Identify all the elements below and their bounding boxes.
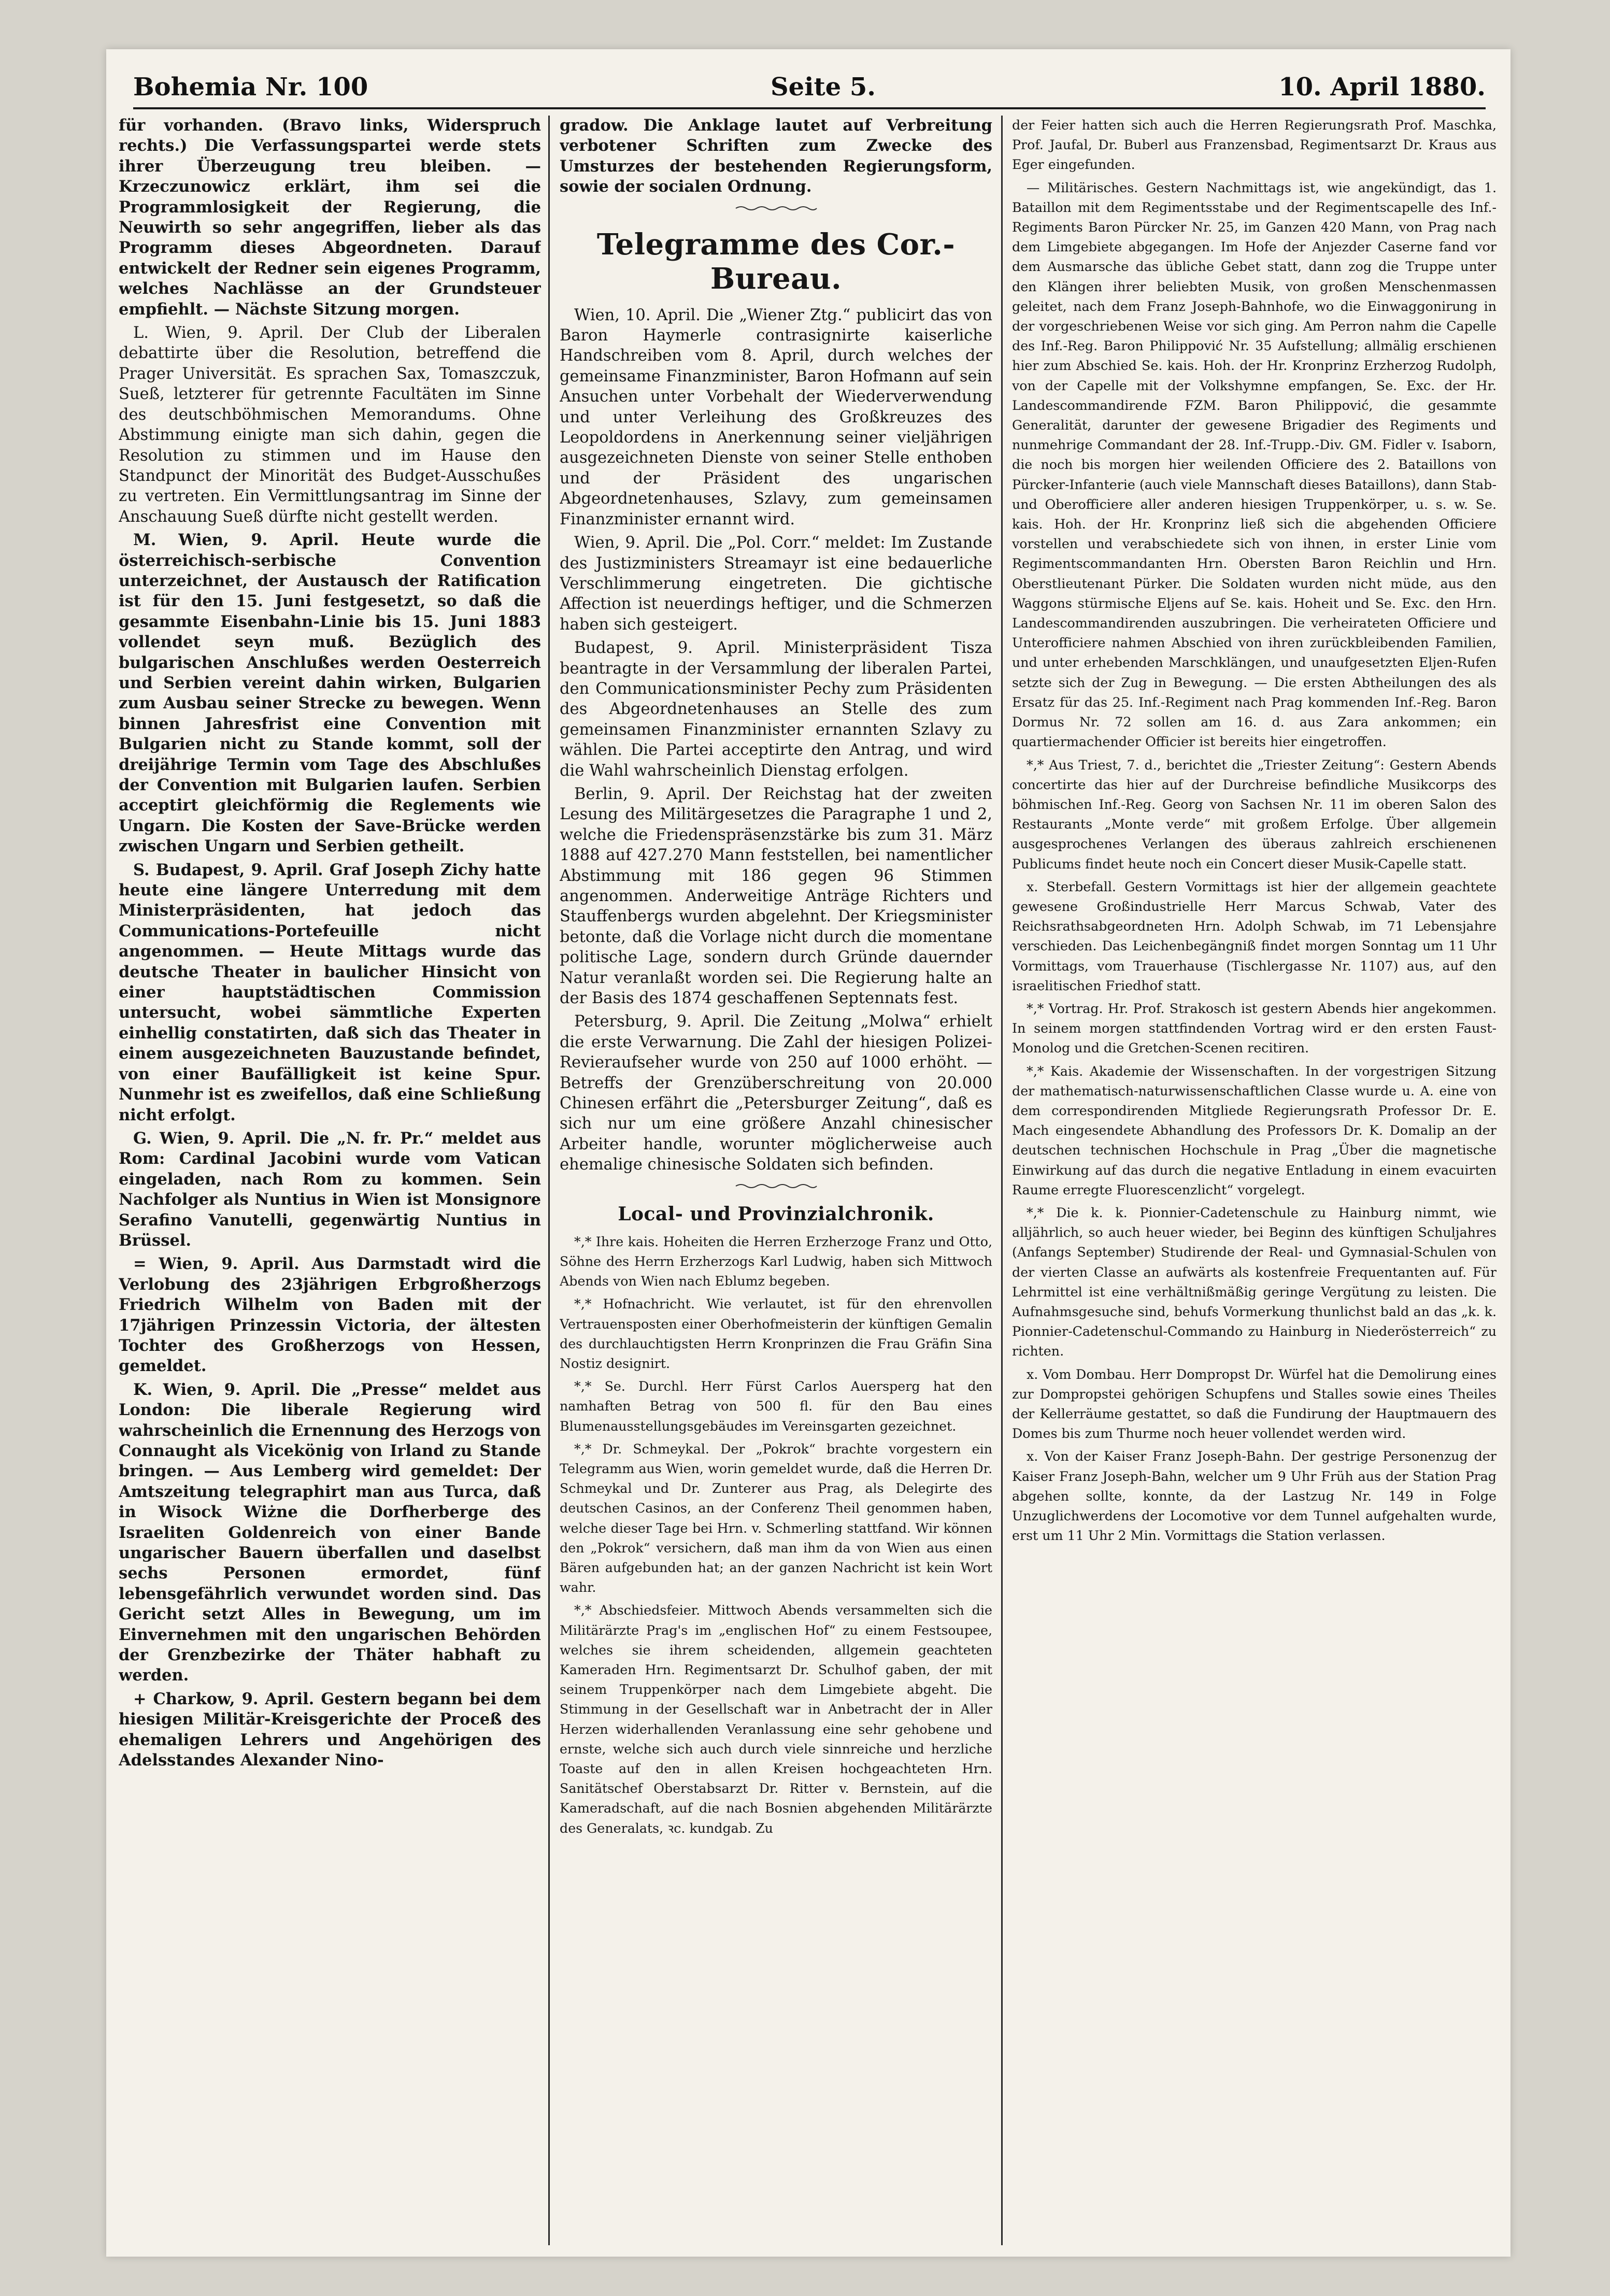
column-1 <box>119 116 541 2245</box>
column-divider <box>548 116 550 2245</box>
telegram-petersburg: Petersburg, 9. April. Die Zeitung „Molwa“ erhielt die erste Verwarnung. Die Zahl der hiesigen Polizei-Revieraufseher wurde von 250 auf 1000 erhöht. — Betreffs der Grenzüberschreitung von 20.000 Chinesen erfährt die „Petersburger Zeitung“, daß es sich nur um eine größere Anzahl chinesischer Arbeiter handle, worunter möglicherweise auch ehemalige chinesische Soldaten sich befinden. <box>560 1012 992 1174</box>
issue-date: 10. April 1880. <box>1278 73 1486 102</box>
local-item-continuation: der Feier hatten sich auch die Herren Regierungsrath Prof. Maschka, Prof. Jaufal, Dr. Buberl aus Franzensbad, Regimentsarzt Dr. Kraus aus Eger eingefunden. <box>1012 118 1497 173</box>
column-3 <box>1012 116 1497 2245</box>
news-item-wien-serbian-convention: M. Wien, 9. April. Heute wurde die österreichisch-serbische Convention unterzeichnet, der Austausch der Ratification ist für den 15. Juni festgesetzt, so daß die gesammte Eisenbahn-Linie bis 15. Juni 1883 vollendet seyn muß. Bezüglich des bulgarischen Anschlußes werden Oesterreich und Serbien vereint dahin wirken, Bulgarien zum Ausbau seiner Strecke zu bewegen. Wenn binnen Jahresfrist eine Convention mit Bulgarien nicht zu Stande kommt, soll der dreijährige Termin vom Tage des Abschlußes der Convention mit Bulgarien laufen. Serbien acceptirt gleichförmig die Reglements wie Ungarn. Die Kosten der Save-Brücke werden zwischen Ungarn und Serbien getheilt. <box>119 531 541 856</box>
news-item-wien-presse: K. Wien, 9. April. Die „Presse“ meldet aus London: Die liberale Regierung wird wahrscheinlich die Ernennung des Herzogs von Connaught als Vicekönig von Irland zu Stande bringen. — Aus Lemberg wird gemeldet: Der Amtszeitung telegraphirt man aus Turca, daß in Wisock Wiżne die Dorfherberge des Israeliten Goldenreich von einer Bande ungarischer Bauern überfallen und daselbst sechs Personen ermordet, fünf lebensgefährlich verwundet worden sind. Das Gericht setzt Alles in Bewegung, um im Einvernehmen mit den ungarischen Behörden der Grenzbezirke der Thäter habhaft zu werden. <box>119 1380 541 1685</box>
article-paragraph: gradow. Die Anklage lautet auf Verbreitung verbotener Schriften zum Zwecke des Umsturzes der bestehenden Regierungsform, sowie der socialen Ordnung. <box>560 116 992 196</box>
telegram-wien-streamayr: Wien, 9. April. Die „Pol. Corr.“ meldet: Im Zustande des Justizministers Streamayr ist eine bedauerliche Verschlimmerung eingetreten. Die gichtische Affection ist neuerdings heftiger, und die Schmerzen haben sich gesteigert. <box>560 534 992 634</box>
local-item-triest: *‚* Aus Triest, 7. d., berichtet die „Triester Zeitung“: Gestern Abends concertirte das hier auf der Durchreise befindliche Musikcorps des böhmischen Inf.-Reg. Georg von Sachsen Nr. 11 im oberen Salon des Restaurants „Monte verde“ mit großem Erfolge. Über allgemein ausgesprochenes Verlangen des überaus zahlreich erschienenen Publicums findet heute noch ein Concert dieser Musik-Capelle statt. <box>1012 757 1497 872</box>
telegram-berlin-reichstag: Berlin, 9. April. Der Reichstag hat der zweiten Lesung des Militärgesetzes die Paragraphe 1 und 2, welche die Friedenspräsenzstärke bis zum 31. März 1888 auf 427.270 Mann feststellen, bei namentlicher Abstimmung mit 186 gegen 96 Stimmen angenommen. Anderweitige Anträge Richters und Stauffenbergs wurden abgelehnt. Der Kriegsminister betonte, daß die Vorlage nicht durch die momentane politische Lage, sondern durch Gründe dauernder Natur veranlaßt worden sei. Die Regierung halte an der Basis des 1874 geschaffenen Septennats fest. <box>560 785 992 1008</box>
column-2 <box>560 116 992 2245</box>
local-item-archdukes: *‚* Ihre kais. Hoheiten die Herren Erzherzoge Franz und Otto, Söhne des Herrn Erzherzogs Karl Ludwig, haben sich Mittwoch Abends von Wien nach Eblumz begeben. <box>560 1234 992 1289</box>
page-number: Seite 5. <box>771 73 876 102</box>
masthead-title: Bohemia Nr. 100 <box>133 73 368 102</box>
local-item-farewell: *‚* Abschiedsfeier. Mittwoch Abends versammelten sich die Militärärzte Prag's im „englischen Hof“ zu einem Festsoupee, welches sie ihrem scheidenden, allgemein geachteten Kameraden Hrn. Regimentsarzt Dr. Schulhof gaben, der mit seinem Truppenkörper nach dem Limgebiete abgeht. Die Stimmung in der Gesellschaft war in Anbetracht der in Aller Herzen widerhallenden Veranlassung eine sehr gehobene und ernste, welche sich auch durch viele sinnreiche und herzliche Toaste auf den in allen Kreisen hochgeachteten Hrn. Sanitätschef Oberstabsarzt Dr. Ritter v. Bernstein, auf die Kameradschaft, auf die nach Bosnien abgehenden Militärärzte des Generalats, ꝛc. kundgab. Zu <box>560 1603 992 1836</box>
article-paragraph: für vorhanden. (Bravo links, Widerspruch rechts.) Die Verfassungspartei werde stets ihrer Überzeugung treu bleiben. — Krzeczunowicz erklärt, ihm sei die Programmlosigkeit der Regierung, die Neuwirth so sehr angegriffen, lieber als das Programm dieses Abgeordneten. Darauf entwickelt der Redner sein eigenes Programm, welches Nachlässe an der Grundsteuer empfiehlt. — Nächste Sitzung morgen. <box>119 116 541 319</box>
local-item-death: x. Sterbefall. Gestern Vormittags ist hier der allgemein geachtete gewesene Großindustrielle Herr Marcus Schwab, Vater des Reichsrathsabgeordneten Hrn. Adolph Schwab, im 71 Lebensjahre verschieden. Das Leichenbegängniß findet morgen Sonntag um 11 Uhr Vormittags, vom Trauerhause (Tischlergasse Nr. 1107) aus, auf den israelitischen Friedhof statt. <box>1012 879 1497 993</box>
header-rule <box>133 107 1486 109</box>
local-item-schmeykal: *‚* Dr. Schmeykal. Der „Pokrok“ brachte vorgestern ein Telegramm aus Wien, worin gemeldet wurde, daß die Herren Dr. Schmeykal und Dr. Zunterer aus Prag, als Delegirte des deutschen Casinos, an der Conferenz Theil genommen haben, welche dieser Tage bei Hrn. v. Schmerling stattfand. Wir können den „Pokrok“ versichern, daß man ihm da von Wien aus einen Bären aufgebunden hat; an der ganzen Nachricht ist kein Wort wahr. <box>560 1441 992 1595</box>
telegram-budapest-tisza: Budapest, 9. April. Ministerpräsident Tisza beantragte in der Versammlung der liberalen Partei, den Communicationsminister Pechy zum Präsidenten des Abgeordnetenhauses an Stelle des zum gemeinsamen Finanzminister ernannten Szlavy zu wählen. Die Partei acceptirte den Antrag, und wird die Wahl wahrscheinlich Dienstag erfolgen. <box>560 639 992 780</box>
news-item-wien-nuntius: G. Wien, 9. April. Die „N. fr. Pr.“ meldet aus Rom: Cardinal Jacobini wurde vom Vatican eingeladen, nach Rom zu kommen. Sein Nachfolger als Nuntius in Wien ist Monsignore Serafino Vanutelli, gegenwärtig Nuntius in Brüssel. <box>119 1129 541 1250</box>
section-heading-telegrams: Telegramme des Cor.-Bureau. <box>596 227 956 296</box>
local-item-court-news: *‚* Hofnachricht. Wie verlautet, ist für den ehrenvollen Vertrauensposten einer Oberhofmeisterin der künftigen Gemalin des durchlauchtigsten Herrn Kronprinzen die Frau Gräfin Sina Nostiz designirt. <box>560 1296 992 1371</box>
section-ornament <box>735 1182 818 1190</box>
local-item-academy: *‚* Kais. Akademie der Wissenschaften. In der vorgestrigen Sitzung der mathematisch-naturwissenschaftlichen Classe wurde u. A. eine von dem correspondirenden Mitgliede Regierungsrath Professor Dr. E. Mach eingesendete Abhandlung des Professors Dr. K. Domalip an der deutschen technischen Hochschule in Prag „Über die magnetische Einwirkung auf das durch die negative Entladung in einem evacuirten Raume erregte Fluorescenzlicht“ vorgelegt. <box>1012 1063 1497 1197</box>
news-item-budapest-zichy: S. Budapest, 9. April. Graf Joseph Zichy hatte heute eine längere Unterredung mit dem Ministerpräsidenten, hat jedoch das Communications-Portefeuille nicht angenommen. — Heute Mittags wurde das deutsche Theater in baulicher Hinsicht von einer hauptstädtischen Commission untersucht, wobei sämmtliche Experten einhellig constatirten, daß sich das Theater in einem ausgezeichneten Bauzustande befindet, von einer Baufälligkeit ist keine Spur. Nunmehr ist es zweifellos, daß eine Schließung nicht erfolgt. <box>119 860 541 1124</box>
column-divider <box>1001 116 1003 2245</box>
news-item-charkow: + Charkow, 9. April. Gestern begann bei dem hiesigen Militär-Kreisgerichte der Proceß des ehemaligen Lehrers und Angehörigen des Adelsstandes Alexander Nino- <box>119 1689 541 1770</box>
page-header <box>133 62 1486 109</box>
news-item-wien-engagement: = Wien, 9. April. Aus Darmstadt wird die Verlobung des 23jährigen Erbgroßherzogs Friedrich Wilhelm von Baden mit der 17jährigen Prinzessin Victoria, der ältesten Tochter des Großherzogs von Hessen, gemeldet. <box>119 1254 541 1376</box>
newspaper-page <box>106 49 1511 2257</box>
local-item-pioneer-school: *‚* Die k. k. Pionnier-Cadetenschule zu Hainburg nimmt, wie alljährlich, so auch heuer wieder, bei Beginn des künftigen Schuljahres (Anfangs September) Studirende der Real- und Gymnasial-Schulen von der vierten Classe an aufwärts als kostenfreie Frequentanten auf. Für Lehrmittel ist eine verhältnißmäßig geringe Vergütung zu leisten. Die Aufnahmsgesuche sind, behufs Vormerkung thunlichst bald an das „k. k. Pionnier-Cadetenschul-Commando zu Hainburg in Niederösterreich“ zu richten. <box>1012 1205 1497 1359</box>
local-item-lecture: *‚* Vortrag. Hr. Prof. Strakosch ist gestern Abends hier angekommen. In seinem morgen stattfindenden Vortrag wird er den ersten Faust-Monolog und die Gretchen-Scenen recitiren. <box>1012 1001 1497 1056</box>
section-ornament <box>735 205 818 212</box>
local-item-auersperg: *‚* Se. Durchl. Herr Fürst Carlos Auersperg hat den namhaften Betrag von 500 fl. für den Bau eines Blumenausstellungsgebäudes im Vereinsgarten gezeichnet. <box>560 1379 992 1434</box>
news-item-wien-liberal-club: L. Wien, 9. April. Der Club der Liberalen debattirte über die Resolution, betreffend die Prager Universität. Es sprachen Sax, Tomaszczuk, Sueß, letzterer für getrennte Facultäten im Sinne des deutschböhmischen Memorandums. Ohne Abstimmung einigte man sich dahin, gegen die Resolution zu stimmen und im Hause den Standpunct der Minorität des Budget-Ausschußes zu vertreten. Ein Vermittlungsantrag im Sinne der Anschauung Sueß dürfte nicht gestellt werden. <box>119 324 541 526</box>
section-heading-local-chronicle: Local- und Provinzialchronik. <box>618 1203 934 1225</box>
telegram-wien-haymerle: Wien, 10. April. Die „Wiener Ztg.“ publicirt das von Baron Haymerle contrasignirte kaiserliche Handschreiben vom 8. April, durch welches der gemeinsame Finanzminister, Baron Hofmann auf sein Ansuchen unter Vorbehalt der Wiederverwendung und unter Verleihung des Großkreuzes des Leopoldordens in Anerkennung seiner vieljährigen ausgezeichneten Dienste von seiner Stelle enthoben und der Präsident des ungarischen Abgeordnetenhauses, Szlavy, zum gemeinsamen Finanzminister ernannt wird. <box>560 306 992 529</box>
local-item-cathedral: x. Vom Dombau. Herr Dompropst Dr. Würfel hat die Demolirung eines zur Dompropstei gehörigen Schupfens und Stalles sowie eines Theiles der Kellerräume gestattet, so daß die Fundirung der Hauptmauern des Domes bis zum Thurme noch heuer vollendet werden wird. <box>1012 1366 1497 1442</box>
local-item-military: — Militärisches. Gestern Nachmittags ist, wie angekündigt, das 1. Bataillon mit dem Regimentsstabe und der Regimentscapelle des Inf.-Regiments Baron Pürcker Nr. 25, im Ganzen 420 Mann, von Prag nach dem Limgebiete abgegangen. Im Hofe der Anjezder Caserne fand vor dem Ausmarsche das übliche Gebet statt, dann zog die Truppe unter den Klängen ihrer beliebten Musik, von großen Menschenmassen geleitet, nach dem Franz Joseph-Bahnhofe, wo die Einwaggonirung in der vorgeschriebenen Weise vor sich ging. Am Perron nahm die Capelle des Inf.-Reg. Baron Philippović Nr. 35 Aufstellung; allmälig erschienen hier zum Abschied Se. kais. Hoh. der Hr. Kronprinz Erzherzog Rudolph, von der Capelle mit der Volkshymne empfangen, Se. Exc. der Hr. Landescommandirende FZM. Baron Philippović, die gesammte Generalität, darunter der gewesene Brigadier des Regiments und nunmehrige Commandant der 28. Inf.-Trupp.-Div. GM. Fidler v. Isaborn, die noch bis morgen hier weilenden Officiere des 2. Bataillons von Pürcker-Infanterie (auch viele Mannschaft dieses Bataillons), dann Stab- und Oberofficiere aller anderen hiesigen Truppenkörper, u. s. w. Se. kais. Hoh. der Hr. Kronprinz ließ sich die abgehenden Officiere vorstellen und verabschiedete sich von ihnen, in erster Linie vom Regimentscommandanten Hrn. Obersten Baron Reichlin und Hrn. Oberstlieutenant Pürker. Die Soldaten wurden nicht müde, aus den Waggons stürmische Eljens auf Se. kais. Hoheit und Se. Exc. den Hrn. Landescommandirenden auszubringen. Die verheirateten Officiere und Unterofficiere nahmen Abschied von ihren zurückbleibenden Familien, und unter erhebenden Marschklängen, und unaufgesetzten Eljen-Rufen setzte sich der Zug in Bewegung. — Die ersten Abtheilungen des als Ersatz für das 25. Inf.-Regiment nach Prag kommenden Inf.-Reg. Baron Dormus Nr. 72 sollen am 16. d. aus Zara ankommen; ein quartiermachender Officier ist bereits hier eingetroffen. <box>1012 180 1497 750</box>
local-item-railway: x. Von der Kaiser Franz Joseph-Bahn. Der gestrige Personenzug der Kaiser Franz Joseph-Bahn, welcher um 9 Uhr Früh aus der Station Prag abgehen sollte, konnte, da der Lastzug Nr. 149 in Folge Unzuglichwerdens der Locomotive vor dem Tunnel aufgehalten wurde, erst um 11 Uhr 2 Min. Vormittags die Station verlassen. <box>1012 1449 1497 1544</box>
